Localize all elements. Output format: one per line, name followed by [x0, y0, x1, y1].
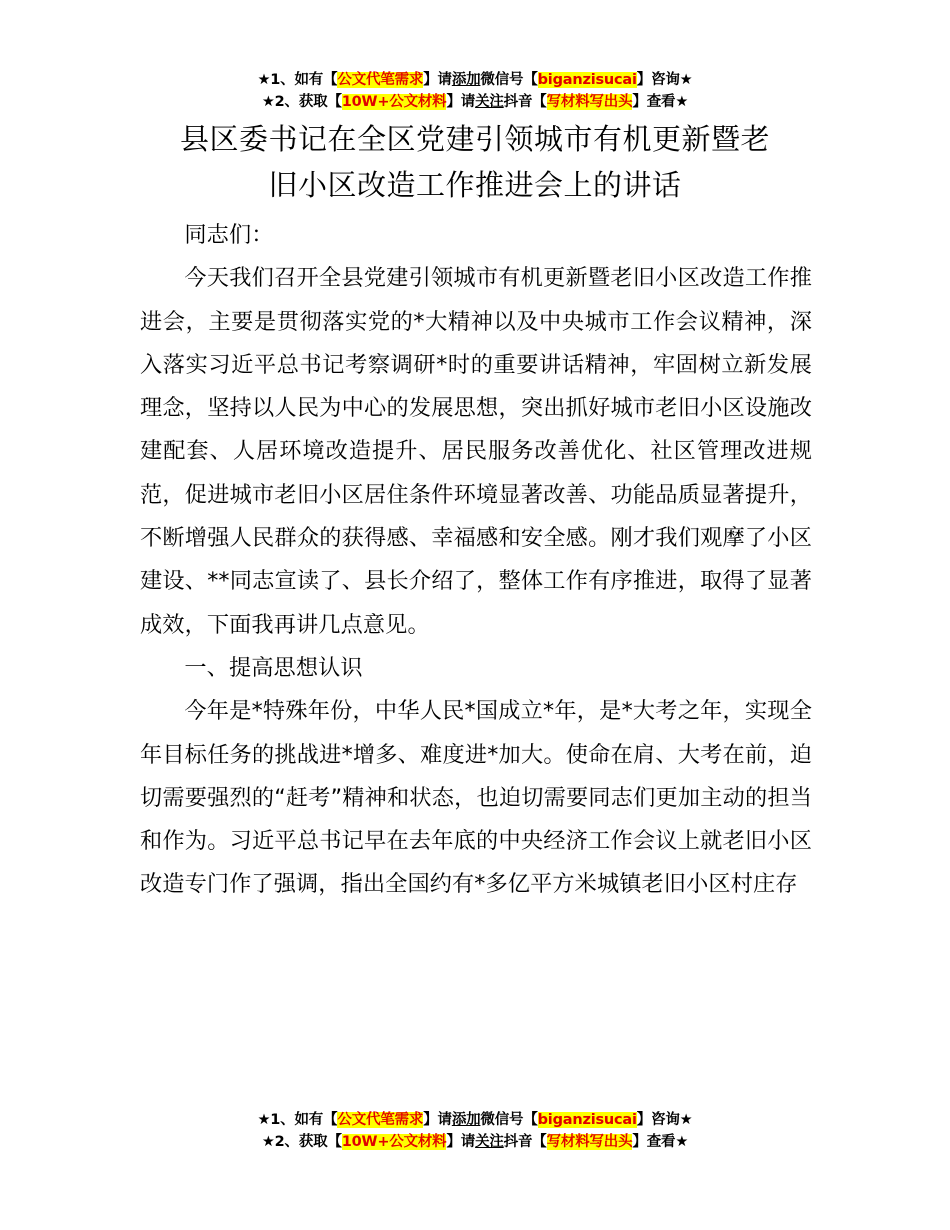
bottom-ad-banner [0, 1109, 950, 1153]
ad-text: 】请 [423, 1112, 452, 1128]
ad-text: 】咨询★ [636, 72, 693, 88]
ad-text: 】请 [446, 94, 476, 110]
section-heading: 一、提高思想认识 [184, 654, 363, 681]
ad-underlined: 关注 [475, 1134, 504, 1150]
ad-text: 微信号【 [480, 1112, 538, 1128]
ad-text: 抖音【 [503, 1134, 547, 1150]
ad-underlined: 添加 [451, 1112, 481, 1128]
ad-text: ★1、如有【 [257, 1112, 338, 1128]
ad-text: 】请 [446, 1134, 476, 1150]
ad-line-1 [0, 69, 950, 91]
document-body [140, 214, 812, 907]
ad-wechat-id: biganzisucai [537, 1112, 637, 1128]
ad-text: 】查看★ [632, 94, 689, 110]
ad-text: 】查看★ [632, 1134, 689, 1150]
ad-douyin-id: 写材料写出头 [546, 1134, 633, 1150]
ad-text: ★2、获取【 [261, 94, 342, 110]
ad-douyin-id: 写材料写出头 [546, 94, 633, 110]
title-line-2: 旧小区改造工作推进会上的讲话 [268, 168, 682, 202]
ad-highlight: 公文代笔需求 [337, 1112, 424, 1128]
ad-text: 】请 [423, 72, 452, 88]
paragraph: 今年是*特殊年份，中华人民*国成立*年，是*大考之年，实现全年目标任务的挑战进*增多、难度进*加大。使命在肩、大考在前，迫切需要强烈的“赶考”精神和状态，也迫切需要同志们更加主动的担当和作为。习近平总书记早在去年底的中央经济工作会议上就老旧小区改造专门作了强调，指出全国约有*多亿平方米城镇老旧小区村庄存 [140, 698, 812, 898]
ad-text: ★2、获取【 [261, 1134, 342, 1150]
ad-text: 微信号【 [480, 72, 538, 88]
ad-text: 】咨询★ [636, 1112, 693, 1128]
salutation: 同志们： [184, 222, 274, 248]
ad-text: ★1、如有【 [257, 72, 338, 88]
title-line-1: 县区委书记在全区党建引领城市有机更新暨老 [179, 122, 770, 156]
top-ad-banner [0, 69, 950, 113]
ad-underlined: 关注 [475, 94, 504, 110]
ad-text: 抖音【 [503, 94, 547, 110]
document-title [120, 116, 830, 208]
ad-underlined: 添加 [451, 72, 481, 88]
ad-wechat-id: biganzisucai [537, 72, 637, 88]
ad-highlight: 10W+公文材料 [341, 1134, 447, 1150]
ad-highlight: 公文代笔需求 [337, 72, 424, 88]
ad-line-2 [0, 1131, 950, 1153]
ad-line-1 [0, 1109, 950, 1131]
ad-highlight: 10W+公文材料 [341, 94, 447, 110]
ad-line-2 [0, 91, 950, 113]
paragraph: 今天我们召开全县党建引领城市有机更新暨老旧小区改造工作推进会，主要是贯彻落实党的*大精神以及中央城市工作会议精神，深入落实习近平总书记考察调研*时的重要讲话精神，牢固树立新发展理念，坚持以人民为中心的发展思想，突出抓好城市老旧小区设施改建配套、人居环境改造提升、居民服务改善优化、社区管理改进规范，促进城市老旧小区居住条件环境显著改善、功能品质显著提升，不断增强人民群众的获得感、幸福感和安全感。刚才我们观摩了小区建设、**同志宣读了、县长介绍了，整体工作有序推进，取得了显著成效，下面我再讲几点意见。 [140, 265, 812, 638]
